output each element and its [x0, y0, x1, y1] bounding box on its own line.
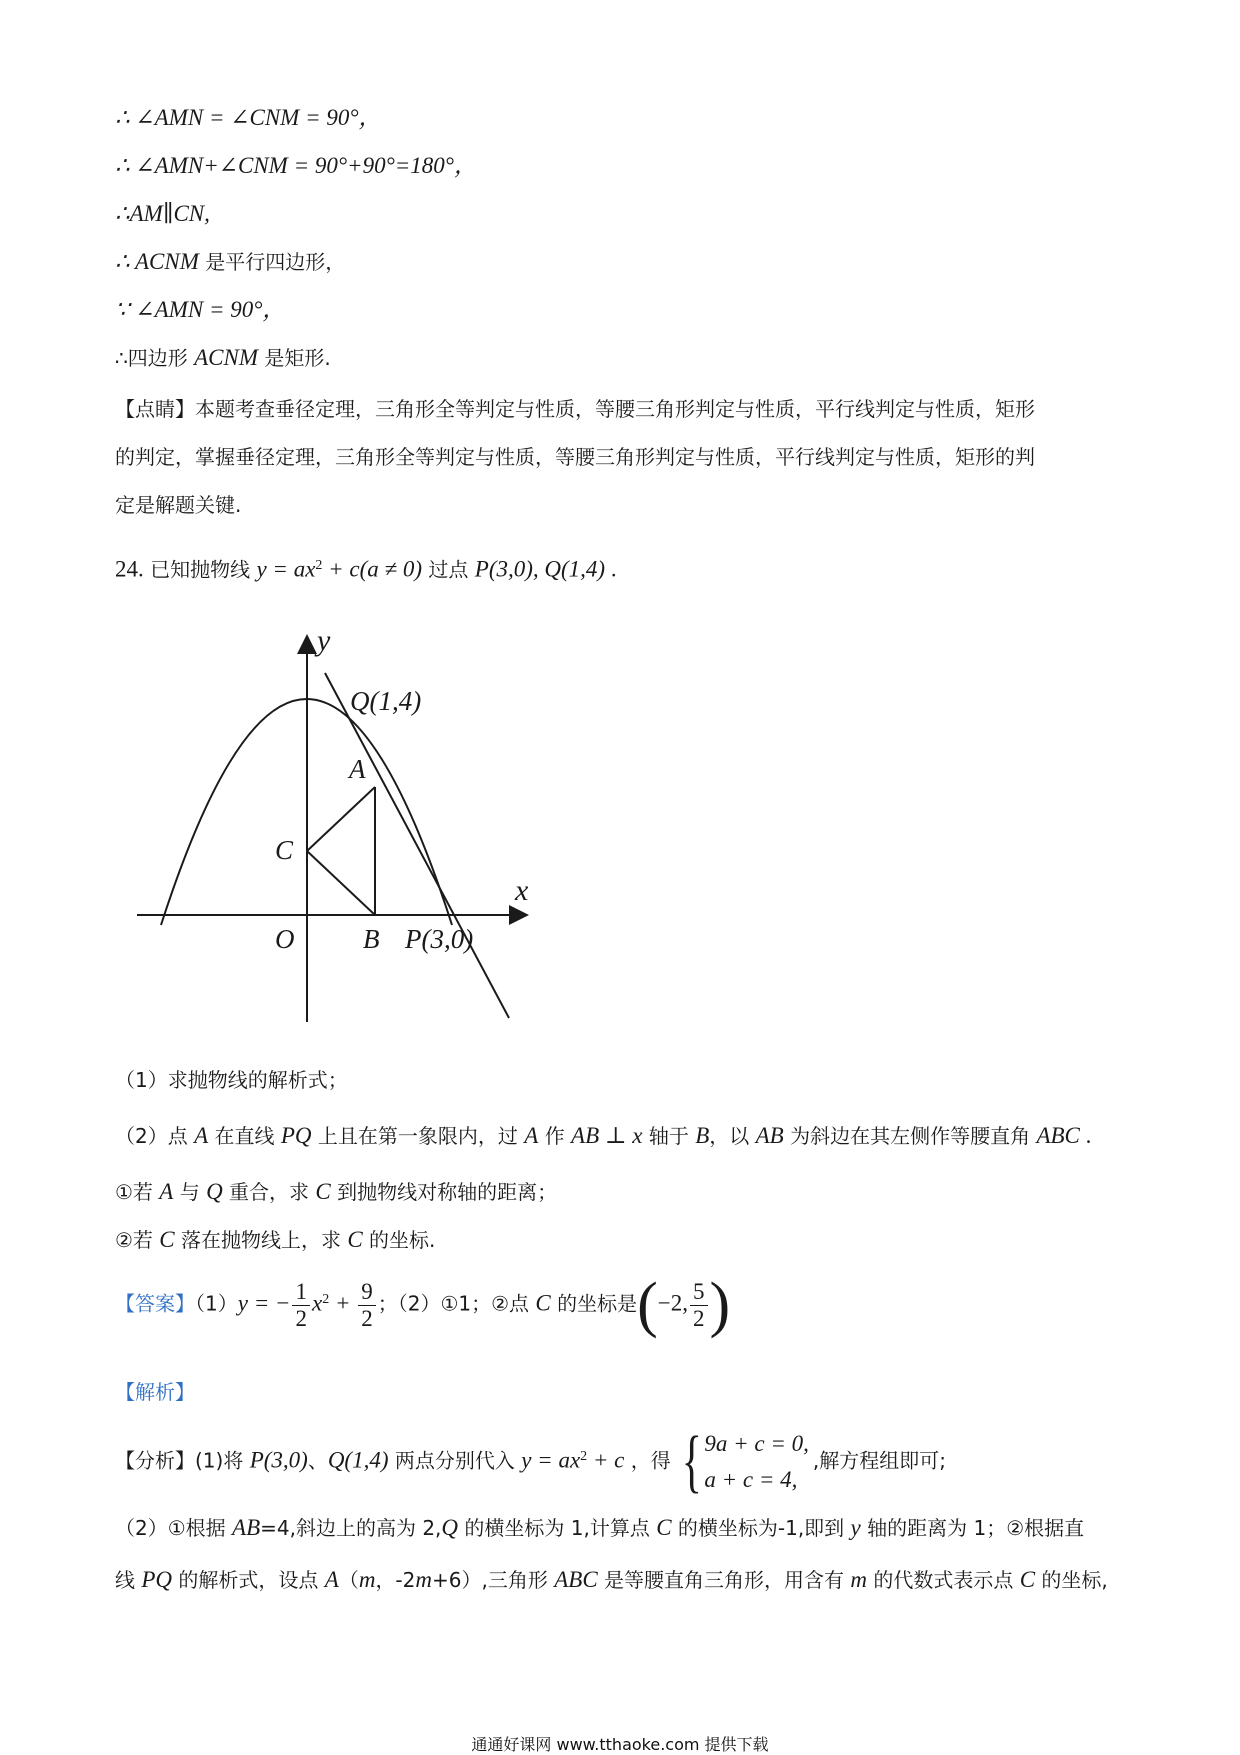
label-y: y — [317, 624, 331, 657]
part-2-sub-1: ①若 A 与 Q 重合，求 C 到抛物线对称轴的距离； — [115, 1179, 558, 1204]
part-1: （1）求抛物线的解析式； — [115, 1068, 348, 1092]
equation-system: { 9a + c = 0, a + c = 4, — [681, 1423, 809, 1500]
analysis-line-2: （2）①根据 AB=4,斜边上的高为 2,Q 的横坐标为 1,计算点 C 的横坐标为-1,即到 y 轴的距离为 1；②根据直 — [115, 1515, 1085, 1540]
analysis-line-3: 线 PQ 的解析式，设点 A（m，-2m+6）,三角形 ABC 是等腰直角三角形，用含有 m 的代数式表示点 C 的坐标, — [115, 1567, 1108, 1592]
answer-line: 【答案】（1）y = − $\frac{1}{2}$ $x^2$ + $\frac{9}{2}$ ；（2）①1；②点 C 的坐标是(−2, $\frac{5}{2}$ ) — [115, 1271, 731, 1339]
dianjing-line-3: 定是解题关键. — [115, 493, 242, 517]
parabola-figure — [125, 618, 565, 1038]
fraction-nine-halves: $\frac{9}{2}$ — [358, 1279, 376, 1332]
analysis-line-1: 【分析】(1)将 P(3,0)、Q(1,4) 两点分别代入 $y = ax^2 + c$ ，得 { 9a + c = 0, a + c = 4, ,解方程组即可; — [115, 1423, 946, 1500]
dianjing-line-2: 的判定，掌握垂径定理，三角形全等判定与性质，等腰三角形判定与性质，平行线判定与性质，矩形的判 — [115, 445, 1035, 469]
proof-line-2: ∴ ∠AMN+∠CNM = 90°+90°=180°， — [115, 153, 477, 178]
answer-tag: 【答案】 — [115, 1291, 195, 1316]
jiexi-tag: 【解析】 — [115, 1380, 195, 1404]
proof-line-5: ∵ ∠AMN = 90°， — [115, 297, 286, 322]
label-q: Q(1,4) — [350, 686, 422, 716]
fraction-five-halves: $\frac{5}{2}$ — [690, 1279, 708, 1332]
segment-ca — [307, 787, 375, 851]
segment-cb — [307, 851, 375, 915]
line-pq — [325, 673, 509, 1018]
proof-line-1: ∴ ∠AMN = ∠CNM = 90°， — [115, 105, 382, 130]
label-a: A — [349, 754, 366, 784]
fraction-one-half: $\frac{1}{2}$ — [292, 1279, 310, 1332]
label-o: O — [275, 924, 295, 954]
part-2-sub-2: ②若 C 落在抛物线上，求 C 的坐标. — [115, 1227, 436, 1252]
problem-number: 24. — [115, 556, 144, 582]
problem-stem: 24. 已知抛物线 $y = ax^2 + c(a \ne 0)$ 过点 P(3,0), Q(1,4) . — [115, 556, 617, 582]
part-2: （2）点 A 在直线 PQ 上且在第一象限内，过 A 作 AB ⊥ x 轴于 B，以 AB 为斜边在其左侧作等腰直角 ABC . — [115, 1123, 1092, 1148]
proof-line-3: ∴AM∥CN, — [115, 201, 210, 226]
label-c: C — [275, 835, 294, 865]
proof-line-4: ∴ ACNM 是平行四边形， — [115, 249, 346, 274]
page-footer: 通通好课网 www.tthaoke.com 提供下载 — [471, 1735, 769, 1754]
label-b: B — [363, 924, 380, 954]
label-p: P(3,0) — [405, 924, 474, 954]
proof-line-6: ∴四边形 ACNM 是矩形. — [115, 345, 331, 370]
dianjing-line-1: 【点睛】本题考查垂径定理，三角形全等判定与性质，等腰三角形判定与性质，平行线判定与性质，矩形 — [115, 397, 1035, 421]
analysis-tag: 【分析】 — [115, 1448, 195, 1473]
label-x: x — [515, 874, 529, 907]
